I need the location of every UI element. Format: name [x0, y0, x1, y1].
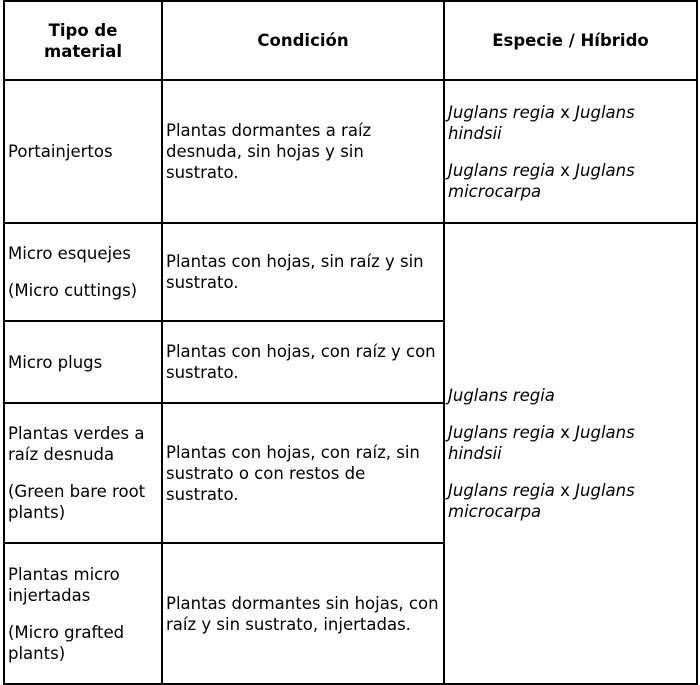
material-name: Plantas micro injertadas	[8, 564, 120, 605]
material-cell	[4, 321, 162, 403]
material-cell	[4, 80, 162, 223]
condition-cell: Plantas con hojas, con raíz y con sustrato.	[162, 321, 444, 403]
header-material: Tipo de material	[4, 1, 162, 80]
material-english-name: (Micro cuttings)	[8, 281, 138, 300]
material-name: Portainjertos	[8, 142, 113, 161]
material-english-name: (Green bare root plants)	[8, 482, 146, 522]
table-row	[4, 80, 697, 223]
species-line: Juglans regia x Juglans hindsii	[448, 423, 635, 463]
species-line: Juglans regia x Juglans microcarpa	[448, 481, 635, 521]
condition-cell: Plantas con hojas, sin raíz y sin sustrato.	[162, 223, 444, 321]
species-cell	[444, 80, 697, 223]
species-line: Juglans regia x Juglans microcarpa	[448, 160, 635, 201]
material-cell	[4, 543, 162, 684]
material-cell	[4, 223, 162, 321]
condition-cell: Plantas dormantes a raíz desnuda, sin hojas y sin sustrato.	[162, 80, 444, 223]
material-cell	[4, 403, 162, 543]
material-name: Micro plugs	[8, 352, 103, 372]
condition-cell: Plantas con hojas, con raíz, sin sustrato o con restos de sustrato.	[162, 403, 444, 543]
header-condition: Condición	[162, 1, 444, 80]
material-name: Plantas verdes a raíz desnuda	[8, 424, 145, 464]
material-name: Micro esquejes	[8, 244, 131, 263]
header-row	[4, 1, 697, 80]
material-table	[3, 0, 698, 685]
species-line: Juglans regia x Juglans hindsii	[448, 102, 635, 143]
table-row	[4, 223, 697, 321]
species-line: Juglans regia	[448, 386, 555, 405]
species-cell	[444, 223, 697, 684]
material-english-name: (Micro grafted plants)	[8, 622, 125, 663]
condition-cell: Plantas dormantes sin hojas, con raíz y sin sustrato, injertadas.	[162, 543, 444, 684]
header-species: Especie / Híbrido	[444, 1, 697, 80]
